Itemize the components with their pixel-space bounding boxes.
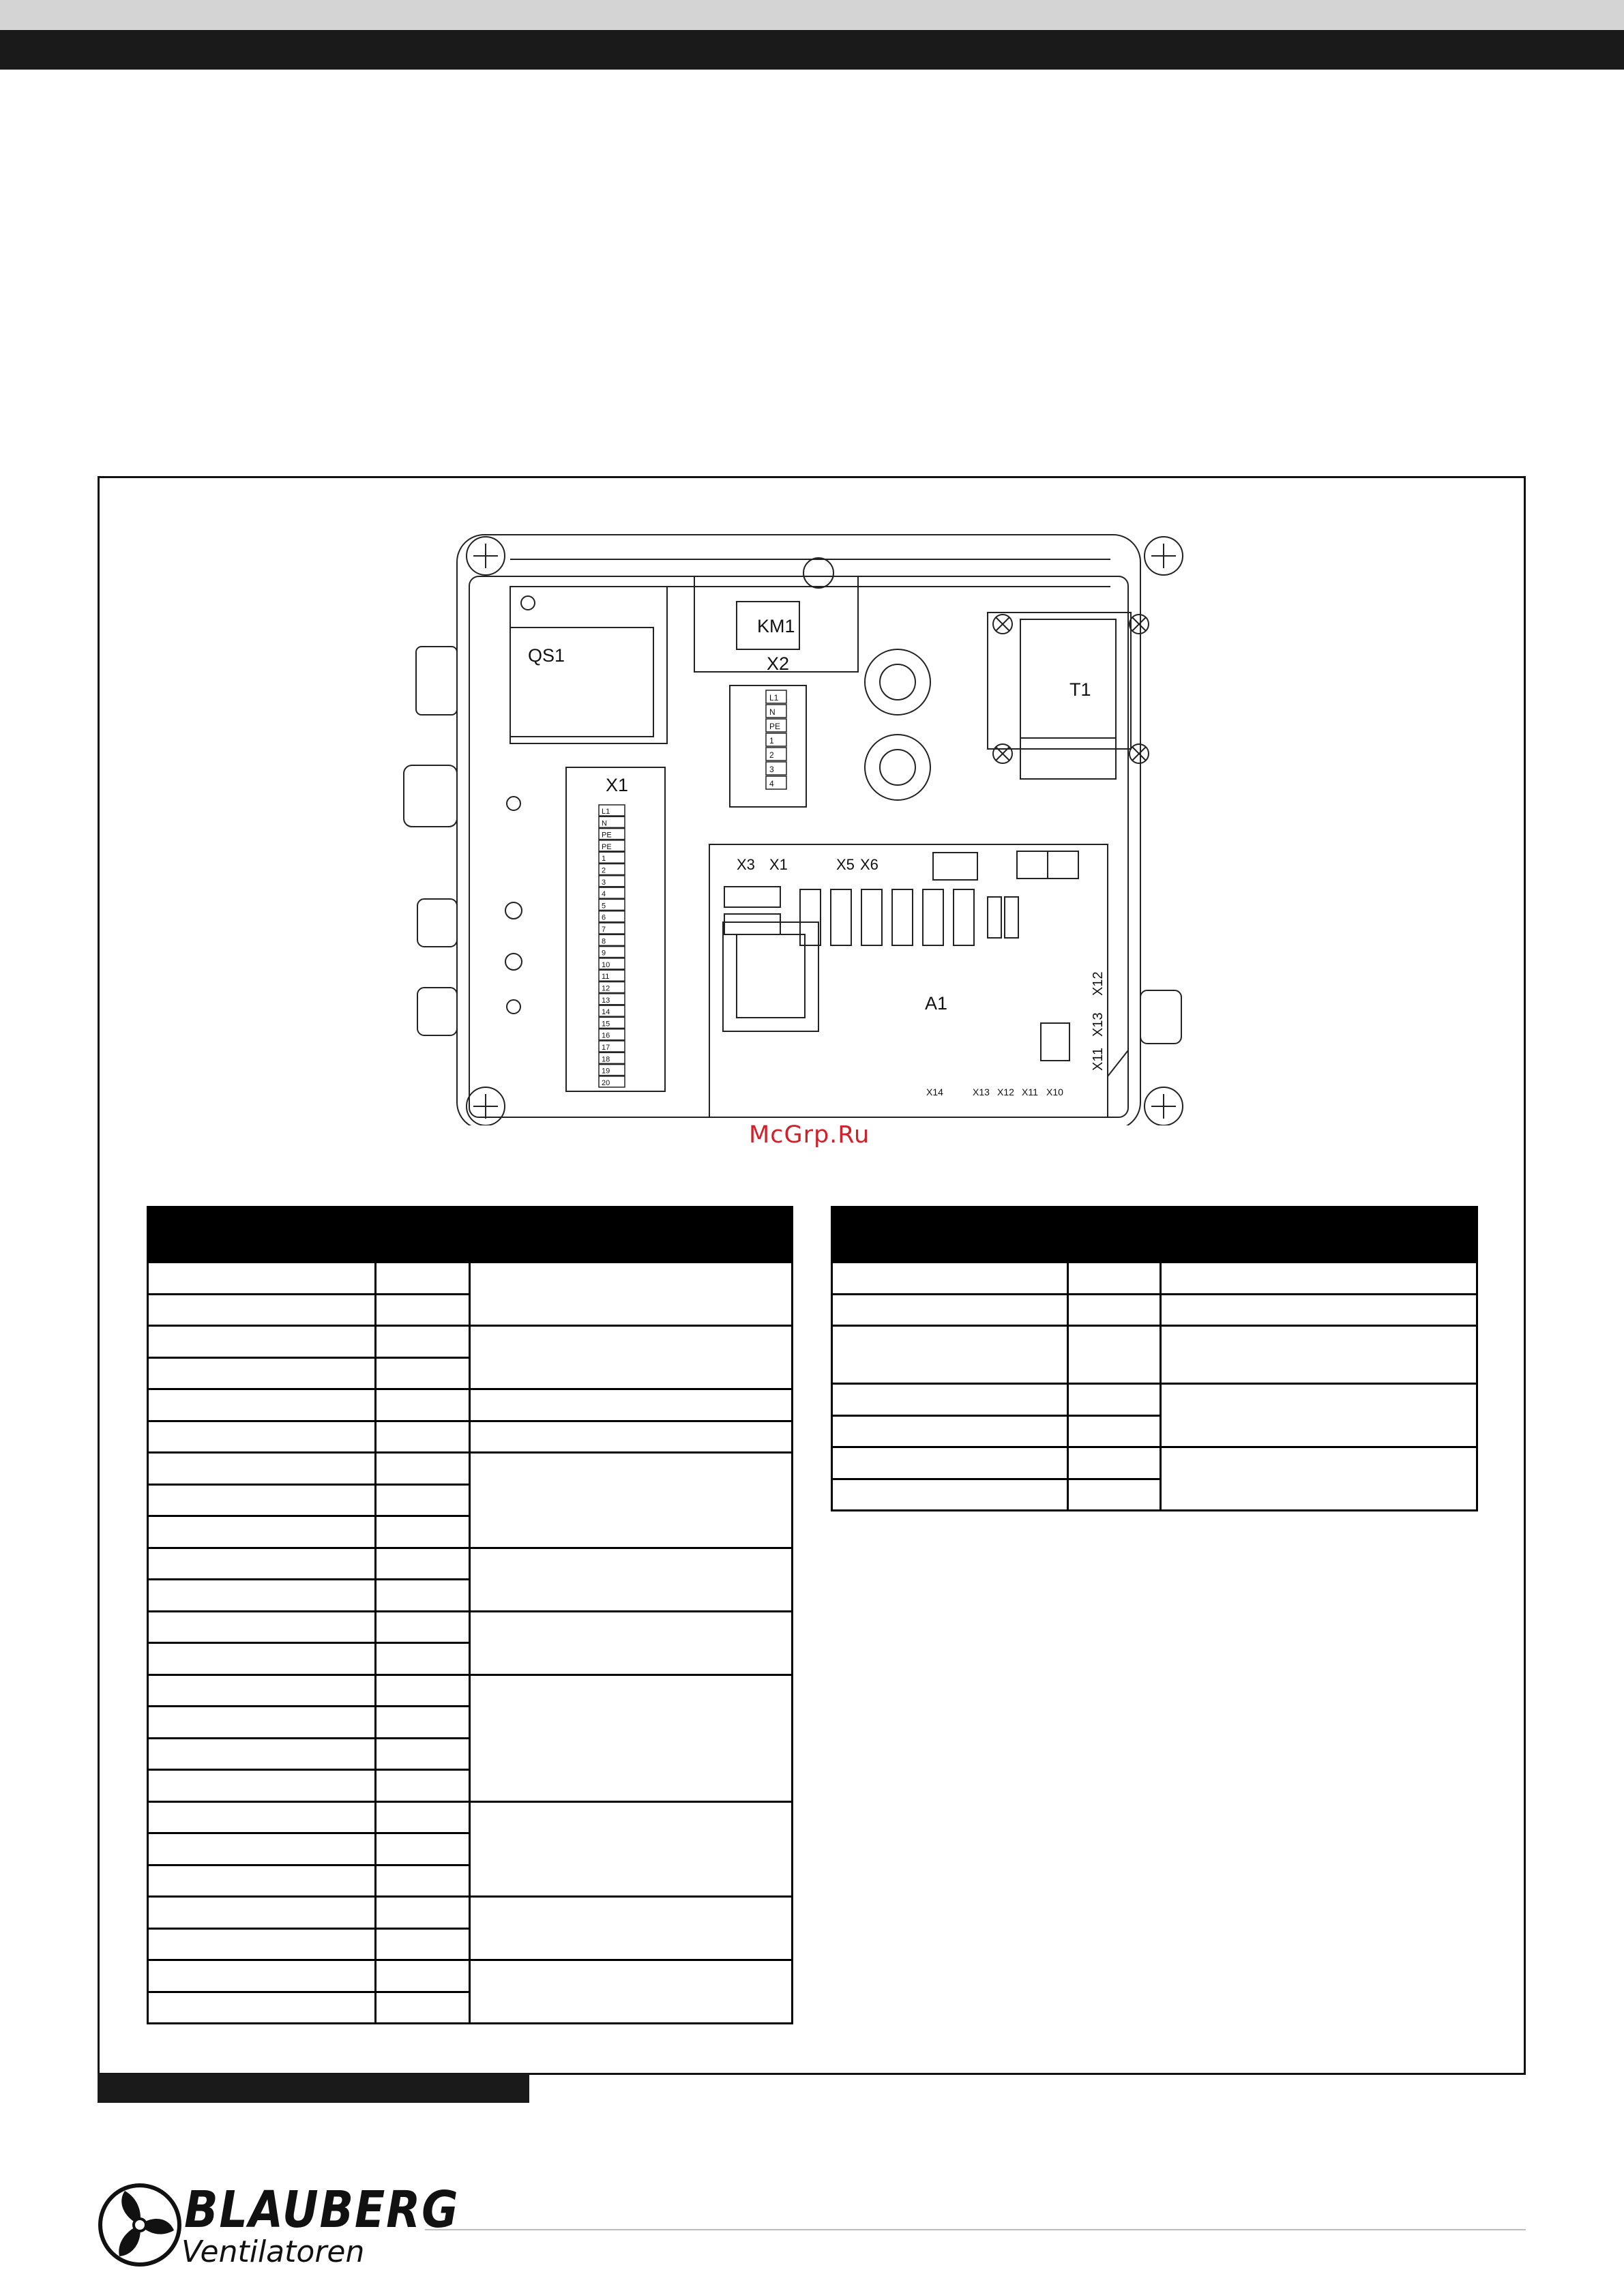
table-cell-merged (470, 1389, 793, 1421)
board-connectors-top (737, 856, 879, 873)
x1-label: X1 (606, 775, 629, 795)
table-row (148, 1675, 793, 1707)
table-cell (832, 1384, 1068, 1416)
table-cell (832, 1326, 1068, 1384)
screw-icon (1130, 744, 1149, 763)
board-connector-label: X10 (1046, 1087, 1063, 1097)
corner-screw-icon (467, 537, 505, 575)
table-cell (832, 1479, 1068, 1511)
table-cell-merged (470, 1675, 793, 1801)
table-cell-merged (470, 1326, 793, 1389)
table-row (148, 1326, 793, 1358)
table-cell (148, 1548, 376, 1580)
x1-terminal-label: 15 (602, 1020, 610, 1029)
table-row (148, 1611, 793, 1643)
x1-terminal-label: 6 (602, 913, 606, 922)
table-cell (148, 1643, 376, 1675)
frame-caption-tab (98, 2074, 529, 2103)
table-cell-merged (470, 1421, 793, 1453)
corner-screw-icon (1145, 1087, 1183, 1125)
screw-icon (1130, 615, 1149, 634)
table-cell-merged (470, 1611, 793, 1675)
header-cell (1161, 1207, 1477, 1263)
board-connector-label: X11 (1022, 1087, 1038, 1097)
x1-terminal-label: 5 (602, 902, 606, 911)
table-row (148, 1421, 793, 1453)
table-cell (148, 1516, 376, 1548)
table-cell (148, 1294, 376, 1326)
table-cell-merged (1161, 1294, 1477, 1326)
table-cell (376, 1960, 470, 1992)
x1-terminal-label: 2 (602, 866, 606, 875)
table-cell (376, 1294, 470, 1326)
x1-terminal-label: 1 (602, 855, 606, 864)
table-cell (832, 1415, 1068, 1447)
table-cell (148, 1675, 376, 1707)
x1-terminal-label: 10 (602, 960, 610, 969)
table-cell (376, 1928, 470, 1960)
board-connector-label: X3 (737, 856, 755, 873)
wiring-table-left (147, 1206, 793, 2024)
x1-terminal-label: 11 (602, 973, 610, 982)
x2-terminals (766, 690, 786, 789)
t1-transformer (988, 613, 1131, 749)
table-row (148, 1263, 793, 1295)
t1-label: T1 (1069, 679, 1091, 700)
table-cell (148, 1484, 376, 1516)
table-cell (376, 1453, 470, 1485)
x1-terminal-label: 8 (602, 937, 606, 946)
corner-screw-icon (1145, 537, 1183, 575)
x1-terminal-label: N (602, 819, 607, 828)
table-cell (376, 1707, 470, 1739)
control-box-diagram (394, 525, 1247, 1125)
a1-label: A1 (925, 993, 948, 1014)
table-cell (148, 1992, 376, 2024)
a1-control-board (709, 844, 1108, 1117)
table-cell (376, 1770, 470, 1802)
x1-terminal-label: 13 (602, 996, 610, 1005)
table-cell (376, 1992, 470, 2024)
table-cell (1068, 1294, 1161, 1326)
header-grey-band (0, 0, 1624, 30)
board-connectors-bottom (926, 1087, 1063, 1097)
x1-terminal-label: PE (602, 831, 612, 840)
header-cell (832, 1207, 1068, 1263)
screw-icon (993, 744, 1012, 763)
table-cell-merged (1161, 1326, 1477, 1384)
table-cell (376, 1516, 470, 1548)
board-connector-label: X13 (1091, 1012, 1106, 1037)
table-cell (148, 1453, 376, 1485)
table-cell-merged (470, 1453, 793, 1548)
table-row (832, 1294, 1477, 1326)
table-row (148, 1389, 793, 1421)
table-cell (148, 1801, 376, 1833)
x1-terminal-label: 3 (602, 878, 606, 887)
table-cell (148, 1389, 376, 1421)
table-cell (148, 1263, 376, 1295)
table-cell (148, 1960, 376, 1992)
blauberg-logo (98, 2181, 460, 2272)
table-header-row (832, 1207, 1477, 1263)
x2-terminal-label: PE (769, 722, 781, 731)
wiring-table-right (831, 1206, 1478, 1511)
table-row (148, 1453, 793, 1485)
table-row (832, 1263, 1477, 1295)
corner-screw-icon (467, 1087, 505, 1125)
table-cell (376, 1865, 470, 1897)
table-cell (148, 1928, 376, 1960)
x1-terminals (599, 805, 625, 1087)
table-cell (376, 1833, 470, 1865)
table-row (148, 1548, 793, 1580)
header-cell (470, 1207, 793, 1263)
x1-terminal-label: 14 (602, 1008, 610, 1017)
table-row (832, 1326, 1477, 1384)
table-cell (148, 1770, 376, 1802)
table-cell (376, 1421, 470, 1453)
table-row (832, 1447, 1477, 1479)
board-connector-label: X6 (860, 856, 879, 873)
table-cell (148, 1326, 376, 1358)
table-cell (376, 1326, 470, 1358)
table-cell (376, 1389, 470, 1421)
table-cell (1068, 1263, 1161, 1295)
x1-terminal-label: 7 (602, 926, 606, 934)
table-cell-merged (470, 1263, 793, 1326)
x1-terminal-label: L1 (602, 808, 610, 816)
board-connector-label: X14 (926, 1087, 943, 1097)
board-connector-label: X1 (769, 856, 788, 873)
table-row (148, 1801, 793, 1833)
table-cell (1068, 1479, 1161, 1511)
footer-rule (425, 2229, 1526, 2230)
board-connector-label: X12 (1091, 971, 1106, 996)
x1-terminal-label: PE (602, 842, 612, 851)
table-cell-merged (1161, 1384, 1477, 1447)
table-row (148, 1960, 793, 1992)
table-cell (1068, 1326, 1161, 1384)
fan-emblem-icon (98, 2183, 182, 2267)
watermark: McGrp.Ru (749, 1121, 870, 1149)
table-cell (376, 1357, 470, 1389)
table-cell-merged (470, 1960, 793, 2024)
table-cell (148, 1897, 376, 1929)
table-row (148, 1897, 793, 1929)
table-cell (376, 1675, 470, 1707)
table-cell-merged (470, 1897, 793, 1960)
table-cell (832, 1447, 1068, 1479)
table-cell (376, 1263, 470, 1295)
table-cell (832, 1263, 1068, 1295)
board-connector-label: X13 (973, 1087, 990, 1097)
table-cell-merged (470, 1801, 793, 1897)
x2-terminal-label: N (769, 707, 776, 717)
table-cell (148, 1580, 376, 1612)
x1-terminal-label: 18 (602, 1055, 610, 1064)
header-cell (148, 1207, 376, 1263)
table-cell (148, 1707, 376, 1739)
x2-terminal-label: 1 (769, 736, 774, 746)
table-cell-merged (1161, 1447, 1477, 1511)
x2-terminal-label: L1 (769, 693, 779, 703)
table-cell (148, 1865, 376, 1897)
table-cell (148, 1357, 376, 1389)
screw-icon (993, 615, 1012, 634)
table-cell (148, 1611, 376, 1643)
table-cell (376, 1897, 470, 1929)
x1-terminal-label: 20 (602, 1078, 610, 1087)
x1-terminal-label: 17 (602, 1044, 610, 1052)
brand-subtitle: Ventilatoren (181, 2234, 365, 2269)
x2-terminal-label: 4 (769, 779, 774, 788)
table-cell (1068, 1447, 1161, 1479)
table-cell (376, 1484, 470, 1516)
enclosure-inner (469, 576, 1128, 1117)
table-cell (376, 1611, 470, 1643)
board-connectors-side (1091, 971, 1106, 1071)
table-cell (148, 1833, 376, 1865)
table-row (832, 1384, 1477, 1416)
x1-terminal-label: 16 (602, 1031, 610, 1040)
x1-terminal-label: 12 (602, 984, 610, 993)
x1-terminal-label: 9 (602, 949, 606, 958)
board-connector-label: X11 (1091, 1047, 1106, 1071)
board-connector-label: X5 (836, 856, 855, 873)
x1-terminal-label: 4 (602, 890, 606, 899)
table-cell (1068, 1415, 1161, 1447)
table-cell (832, 1294, 1068, 1326)
table-cell-merged (470, 1548, 793, 1611)
header-cell (1068, 1207, 1161, 1263)
table-header-row (148, 1207, 793, 1263)
table-cell (376, 1548, 470, 1580)
x1-terminal-label: 19 (602, 1067, 610, 1076)
table-cell (148, 1421, 376, 1453)
table-cell (148, 1738, 376, 1770)
x2-terminal-label: 2 (769, 750, 774, 760)
board-connector-label: X12 (997, 1087, 1014, 1097)
km1-label: KM1 (757, 616, 795, 636)
header-black-band (0, 30, 1624, 70)
table-cell-merged (1161, 1263, 1477, 1295)
table-cell (376, 1738, 470, 1770)
x2-label: X2 (767, 653, 790, 674)
x2-terminal-label: 3 (769, 765, 774, 774)
qs1-label: QS1 (528, 645, 565, 666)
header-cell (376, 1207, 470, 1263)
table-cell (1068, 1384, 1161, 1416)
table-cell (376, 1643, 470, 1675)
table-cell (376, 1580, 470, 1612)
brand-wordmark: BLAUBERG (184, 2181, 460, 2239)
table-cell (376, 1801, 470, 1833)
